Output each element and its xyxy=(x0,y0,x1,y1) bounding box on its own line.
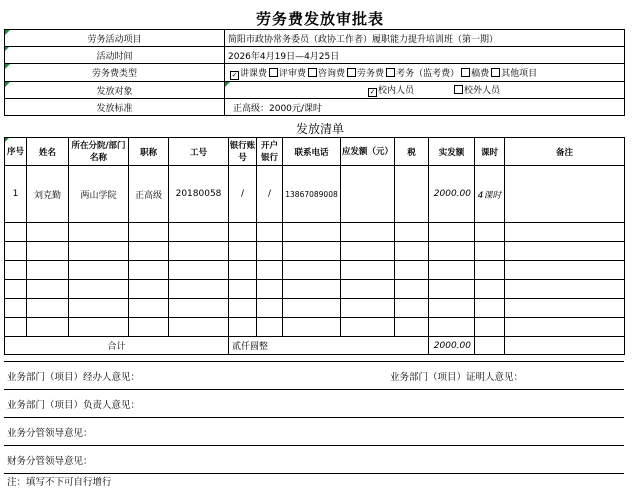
info-label: 劳务活动项目 xyxy=(5,30,225,47)
cell-department: 两山学院 xyxy=(69,166,129,223)
total-row xyxy=(5,337,625,355)
checkbox-icon[interactable] xyxy=(347,68,356,77)
column-header: 所在分院/部门名称 xyxy=(69,138,129,166)
cell-hours: 4课时 xyxy=(475,166,505,223)
fee-type-option: 劳务费 xyxy=(357,68,385,79)
fee-type-option: 咨询费 xyxy=(318,68,346,79)
checkbox-icon[interactable] xyxy=(491,68,500,77)
info-label: 劳务费类型 xyxy=(5,64,225,82)
payment-list-table xyxy=(4,137,625,355)
table-row xyxy=(5,261,625,280)
project-name: 简阳市政协常务委员（政协工作者）履职能力提升培训班（第一期） xyxy=(225,30,625,47)
table-row xyxy=(5,280,625,299)
column-header: 实发额 xyxy=(429,138,475,166)
table-row xyxy=(5,242,625,261)
checkbox-icon[interactable] xyxy=(454,85,463,94)
column-header: 职称 xyxy=(129,138,169,166)
cell-bank-account: / xyxy=(229,166,257,223)
table-row xyxy=(5,166,625,223)
checkbox-checked-icon[interactable]: ✓ xyxy=(231,70,238,79)
checkbox-icon[interactable] xyxy=(461,68,470,77)
cell-remark xyxy=(505,166,625,223)
checkbox-checked-icon[interactable]: ✓ xyxy=(369,88,376,96)
fee-type-option: 评审费 xyxy=(279,68,307,79)
fee-type-option: 其他项目 xyxy=(501,68,538,79)
column-header: 工号 xyxy=(169,138,229,166)
fee-type-option: 考务（监考费） xyxy=(396,68,460,79)
info-label: 发放标准 xyxy=(5,99,225,116)
checkbox-icon[interactable] xyxy=(308,68,317,77)
info-table xyxy=(4,29,625,116)
cell-name: 刘克勤 xyxy=(27,166,69,223)
opinion-row xyxy=(4,446,624,474)
table-row xyxy=(5,318,625,337)
info-label: 活动时间 xyxy=(5,47,225,64)
column-header: 姓名 xyxy=(27,138,69,166)
table-row xyxy=(5,223,625,242)
witness-opinion: 业务部门（项目）证明人意见： xyxy=(384,362,624,390)
cell-tax xyxy=(395,166,429,223)
recipient-options xyxy=(225,82,625,99)
table-header-row xyxy=(5,138,625,166)
leader-opinion: 业务分管领导意见： xyxy=(4,418,624,446)
fee-type-options xyxy=(225,64,625,82)
info-label: 发放对象 xyxy=(5,82,225,99)
footnote: 注：填写不下可自行增行 xyxy=(7,477,112,488)
list-title: 发放清单 xyxy=(295,122,344,136)
info-row-recipient xyxy=(5,82,625,99)
column-header: 课时 xyxy=(475,138,505,166)
checkbox-icon[interactable] xyxy=(269,68,278,77)
total-actual: 2000.00 xyxy=(429,337,475,355)
opinions-table xyxy=(4,361,624,474)
recipient-option: 校内人员 xyxy=(378,86,415,96)
finance-leader-opinion: 财务分管领导意见： xyxy=(4,446,624,474)
opinion-row xyxy=(4,418,624,446)
handler-opinion: 业务部门（项目）经办人意见： xyxy=(4,362,384,390)
column-header: 应发额（元） xyxy=(341,138,395,166)
info-row-fee-type xyxy=(5,64,625,82)
column-header: 备注 xyxy=(505,138,625,166)
cell-bank: / xyxy=(257,166,283,223)
column-header: 税 xyxy=(395,138,429,166)
activity-time: 2026年4月19日—4月25日 xyxy=(225,47,625,64)
opinion-row xyxy=(4,362,624,390)
payment-standard: 正高级：2000元/课时 xyxy=(225,99,625,116)
column-header: 开户银行 xyxy=(257,138,283,166)
info-row-time xyxy=(5,47,625,64)
head-opinion: 业务部门（项目）负责人意见： xyxy=(4,390,624,418)
cell-gross xyxy=(341,166,395,223)
info-row-standard xyxy=(5,99,625,116)
cell-employee-id: 20180058 xyxy=(169,166,229,223)
total-label: 合计 xyxy=(5,337,229,355)
form-title: 劳务费发放审批表 xyxy=(255,10,384,28)
checkbox-icon[interactable] xyxy=(386,68,395,77)
total-amount-words: 贰仟圆整 xyxy=(229,337,429,355)
table-row xyxy=(5,299,625,318)
cell-net: 2000.00 xyxy=(429,166,475,223)
cell-phone: 13867089008 xyxy=(283,166,341,223)
cell-title: 正高级 xyxy=(129,166,169,223)
cell-index: 1 xyxy=(5,166,27,223)
info-row-project xyxy=(5,30,625,47)
column-header: 序号 xyxy=(5,138,27,166)
opinion-row xyxy=(4,390,624,418)
fee-type-option: 稿费 xyxy=(471,68,490,79)
fee-type-option: 讲课费 xyxy=(240,68,268,79)
recipient-option: 校外人员 xyxy=(464,86,501,96)
column-header: 银行账号 xyxy=(229,138,257,166)
column-header: 联系电话 xyxy=(283,138,341,166)
